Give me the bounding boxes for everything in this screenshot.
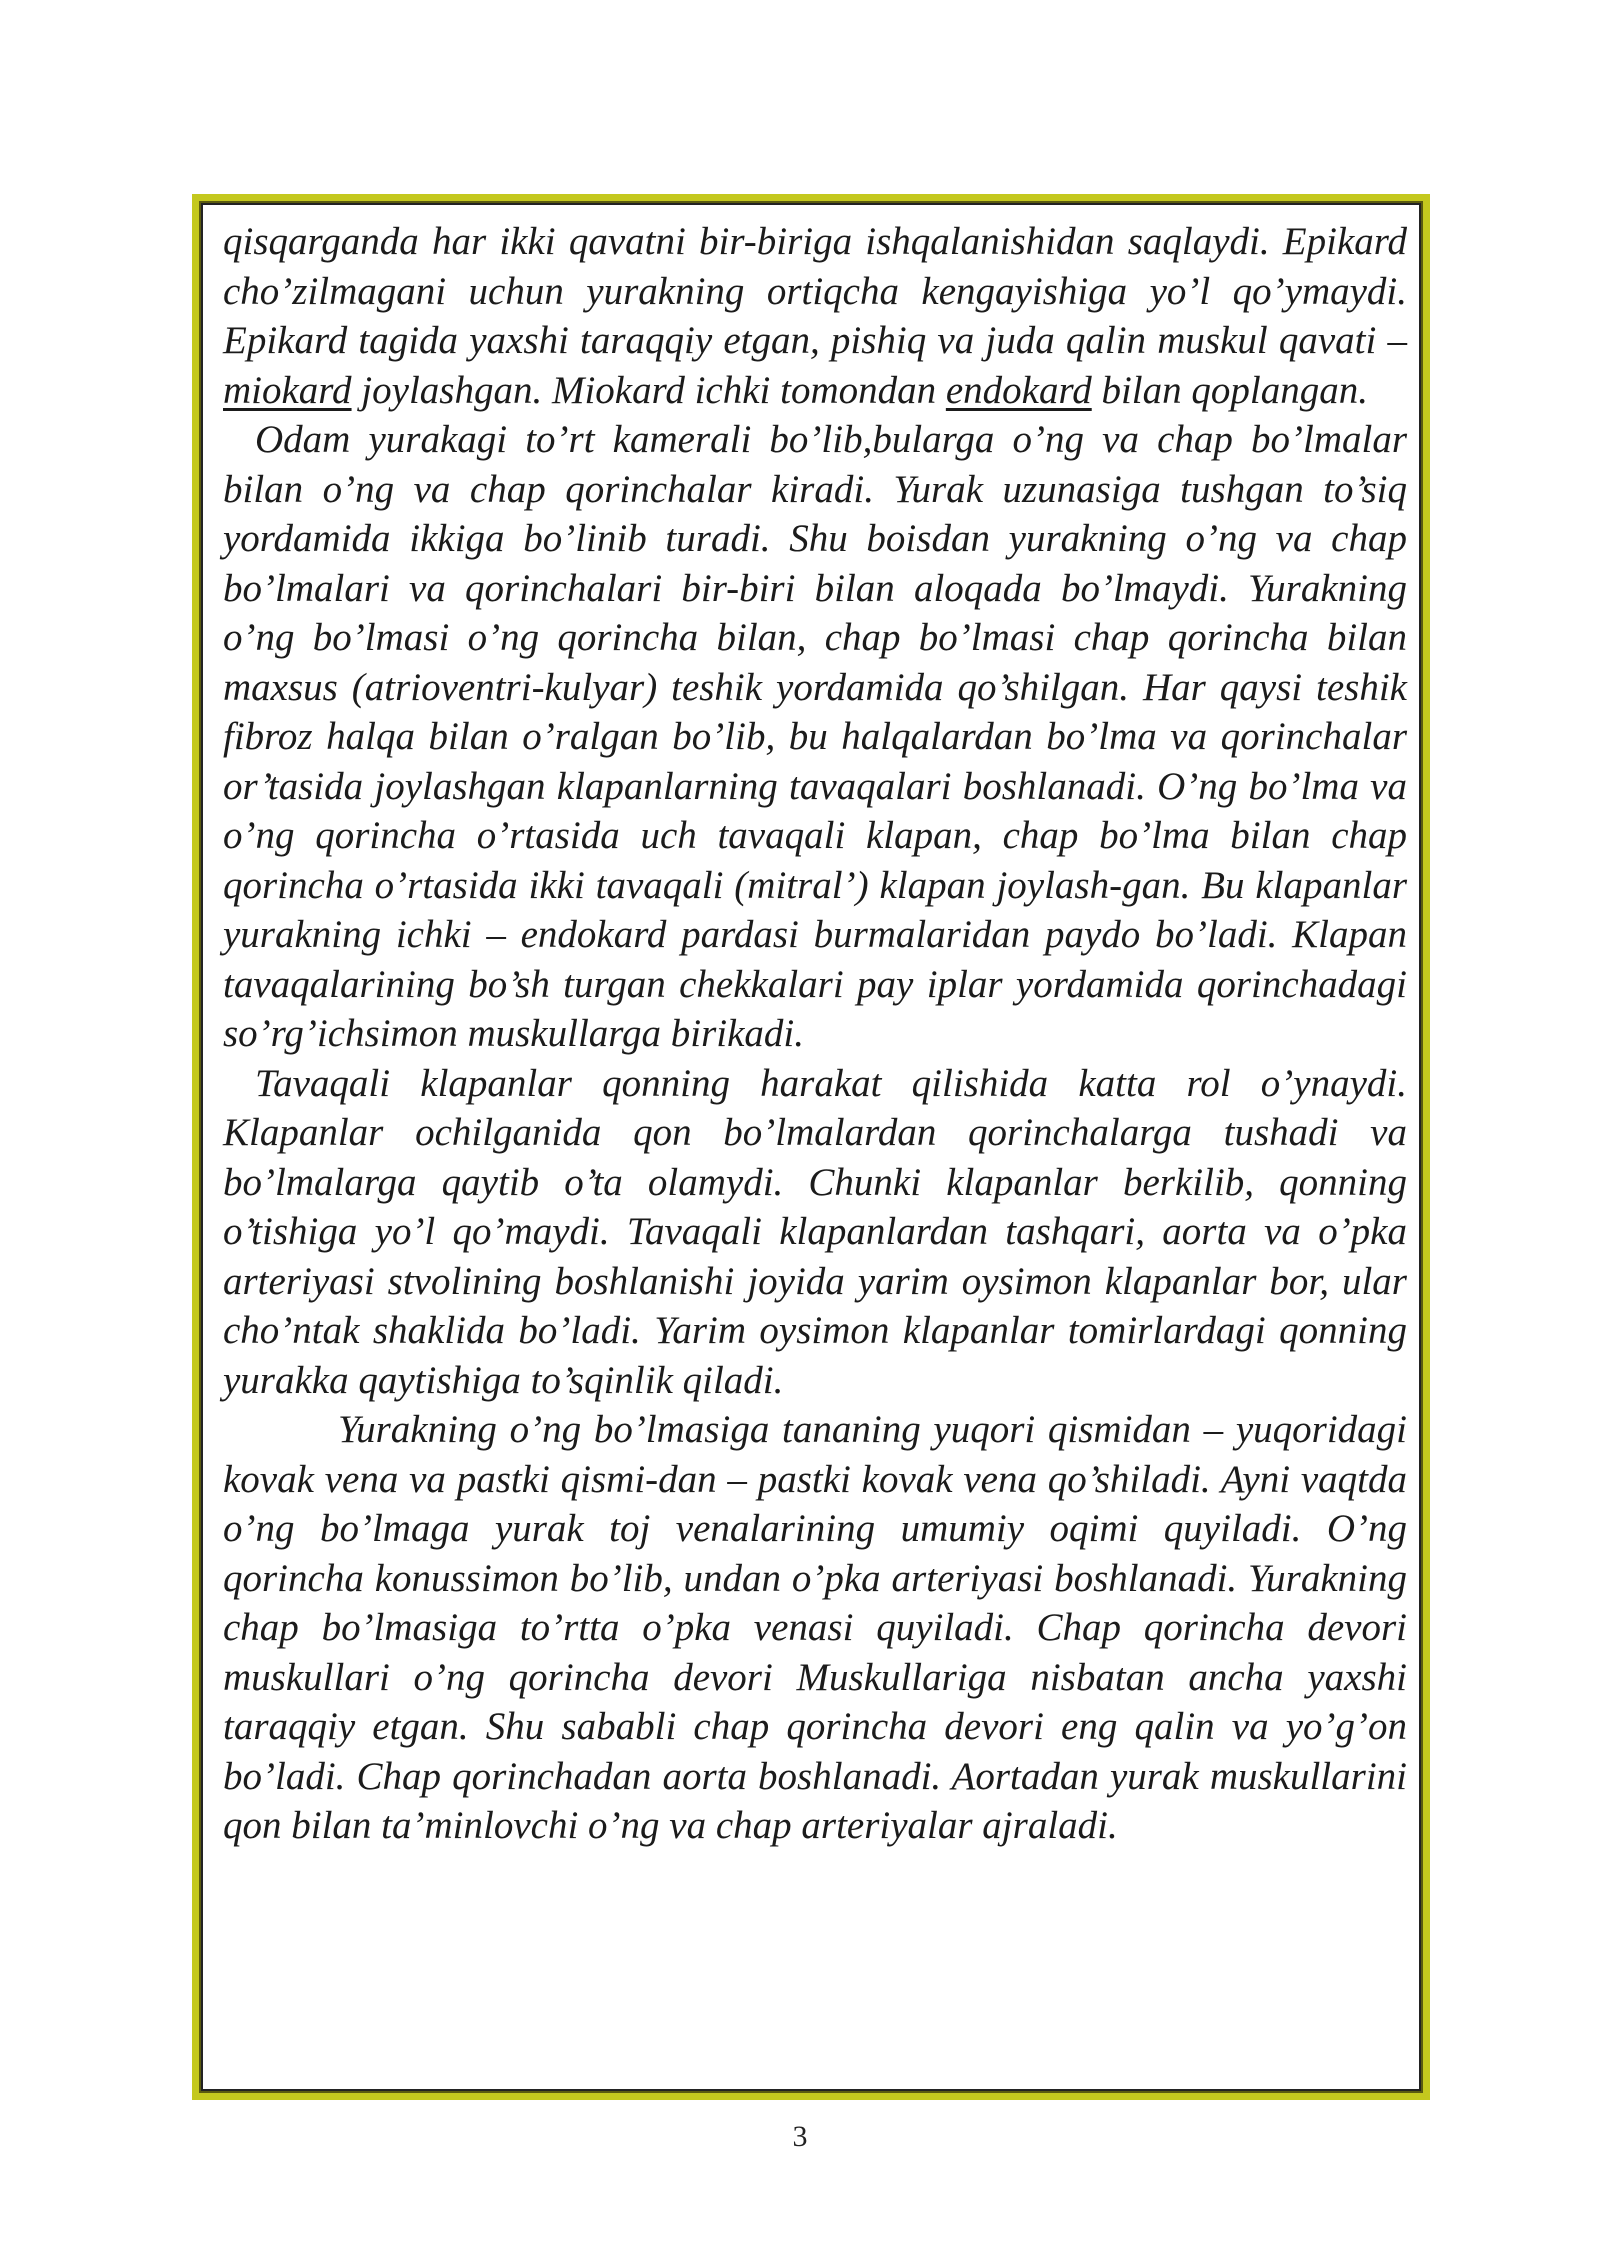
- text-box: [201, 203, 1421, 2091]
- paragraph-2: Odam yurakagi to’rt kamerali bo’lib,bularga o’ng va chap bo’lmalar bilan o’ng va chap qorinchalar kiradi. Yurak uzunasiga tushgan to’siq yordamida ikkiga bo’linib turadi. Shu boisdan yurakning o’ng va chap bo’lmalari va qorinchalari bir-biri bilan aloqada bo’lmaydi. Yurakning o’ng bo’lmasi o’ng qorincha bilan, chap bo’lmasi chap qorincha bilan maxsus (atrioventri-kulyar) teshik yordamida qo’shilgan. Har qaysi teshik fibroz halqa bilan o’ralgan bo’lib, bu halqalardan bo’lma va qorinchalar or’tasida joylashgan klapanlarning tavaqalari boshlanadi. O’ng bo’lma va o’ng qorincha o’rtasida uch tavaqali klapan, chap bo’lma bilan chap qorincha o’rtasida ikki tavaqali (mitral’) klapan joylash-gan. Bu klapanlar yurakning ichki – endokard pardasi burmalaridan paydo bo’ladi. Klapan tavaqalarining bo’sh turgan chekkalari pay iplar yordamida qorinchadagi so’rg’ichsimon muskullarga birikadi.: [223, 418, 1407, 1055]
- paragraph-1-text-b: joylashgan. Miokard ichki tomondan: [351, 368, 946, 412]
- paragraph-1-text-a: qisqarganda har ikki qavatni bir-biriga ishqalanishidan saqlaydi. Epikard cho’zilmagani uchun yurakning ortiqcha kengayishiga yo’l qo’ymaydi. Epikard tagida yaxshi taraqqiy etgan, pishiq va juda qalin muskul qavati –: [223, 220, 1407, 362]
- page-number: 3: [792, 2120, 808, 2153]
- endokard-link[interactable]: endokard: [945, 368, 1092, 412]
- paragraph-1-text-c: bilan qoplangan.: [1091, 368, 1368, 412]
- page-border-inner: [199, 201, 1423, 2093]
- miokard-link[interactable]: miokard: [223, 368, 352, 412]
- page-border-frame: [192, 194, 1430, 2100]
- paragraph-1: [223, 217, 1407, 415]
- paragraph-4: Yurakning o’ng bo’lmasiga tananing yuqori qismidan – yuqoridagi kovak vena va pastki qismi-dan – pastki kovak vena qo’shiladi. Ayni vaqtda o’ng bo’lmaga yurak toj venalarining umumiy oqimi quyiladi. O’ng qorincha konussimon bo’lib, undan o’pka arteriyasi boshlanadi. Yurakning chap bo’lmasiga to’rtta o’pka venasi quyiladi. Chap qorincha devori muskullari o’ng qorincha devori Muskullariga nisbatan ancha yaxshi taraqqiy etgan. Shu sababli chap qorincha devori eng qalin va yo’g’on bo’ladi. Chap qorinchadan aorta boshlanadi. Aortadan yurak muskullarini qon bilan ta’minlovchi o’ng va chap arteriyalar ajraladi.: [223, 1408, 1407, 1847]
- paragraph-3: Tavaqali klapanlar qonning harakat qilishida katta rol o’ynaydi. Klapanlar ochilganida qon bo’lmalardan qorinchalarga tushadi va bo’lmalarga qaytib o’ta olamydi. Chunki klapanlar berkilib, qonning o’tishiga yo’l qo’maydi. Tavaqali klapanlardan tashqari, aorta va o’pka arteriyasi stvolining boshlanishi joyida yarim oysimon klapanlar bor, ular cho’ntak shaklida bo’ladi. Yarim oysimon klapanlar tomirlardagi qonning yurakka qaytishiga to’sqinlik qiladi.: [223, 1061, 1407, 1402]
